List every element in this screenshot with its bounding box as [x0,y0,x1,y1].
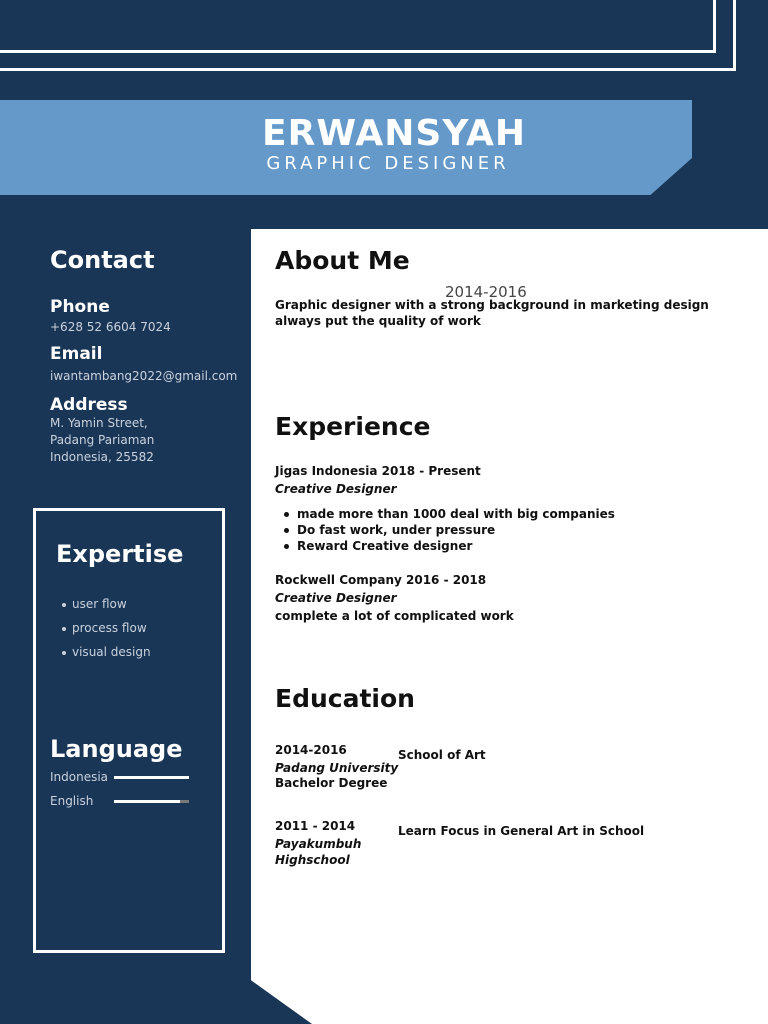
expertise-item: process flow [72,616,151,640]
about-text [275,297,709,329]
contact-heading: Contact [50,246,155,274]
about-line: Graphic designer with a strong background in marketing design [275,298,709,312]
language-name: English [50,794,94,808]
expertise-item: visual design [72,640,151,664]
expertise-list [72,592,151,664]
address-label: Address [50,395,128,415]
email-label: Email [50,344,103,364]
job-company: Rockwell Company 2016 - 2018 [275,573,487,587]
education-note: Learn Focus in General Art in School [398,824,645,838]
education-note: School of Art [398,748,486,762]
expertise-item: user flow [72,592,151,616]
job-company: Jigas Indonesia 2018 - Present [275,464,481,478]
achievement-item: Do fast work, under pressure [297,522,615,538]
job-position: Creative Designer [275,482,397,496]
address-line: M. Yamin Street, [50,416,148,430]
expertise-heading: Expertise [56,540,184,568]
job-description: complete a lot of complicated work [275,609,514,623]
language-level-bar [114,776,189,779]
phone-label: Phone [50,297,110,317]
person-name: ERWANSYAH [262,113,526,154]
address-line: Padang Pariaman [50,433,155,447]
main-content-panel [251,229,768,1024]
language-level-fill [114,776,189,779]
email-value: iwantambang2022@gmail.com [50,369,238,383]
about-line: always put the quality of work [275,314,481,328]
phone-value: +628 52 6604 7024 [50,320,171,334]
education-years: 2011 - 2014 [275,819,356,833]
education-degree: Bachelor Degree [275,776,388,790]
address-value [50,415,154,466]
language-name: Indonesia [50,770,109,784]
decorative-frame-inner [0,0,716,53]
education-school-line: Payakumbuh [275,837,362,851]
language-level-fill [114,800,180,803]
language-level-bar [114,800,189,803]
education-school [275,836,361,868]
achievement-item: Reward Creative designer [297,538,615,554]
address-line: Indonesia, 25582 [50,450,154,464]
overlay-year: 2014-2016 [445,283,527,301]
job-position: Creative Designer [275,591,397,605]
achievement-item: made more than 1000 deal with big companies [297,507,615,521]
education-school-line: Highschool [275,853,350,867]
education-school: Padang University [275,761,399,775]
about-heading: About Me [275,246,410,275]
job-title: GRAPHIC DESIGNER [266,153,510,174]
expertise-language-box [33,508,225,953]
language-heading: Language [50,735,183,763]
education-years: 2014-2016 [275,743,347,757]
education-heading: Education [275,684,415,713]
experience-heading: Experience [275,412,431,441]
job-achievements [297,506,615,554]
